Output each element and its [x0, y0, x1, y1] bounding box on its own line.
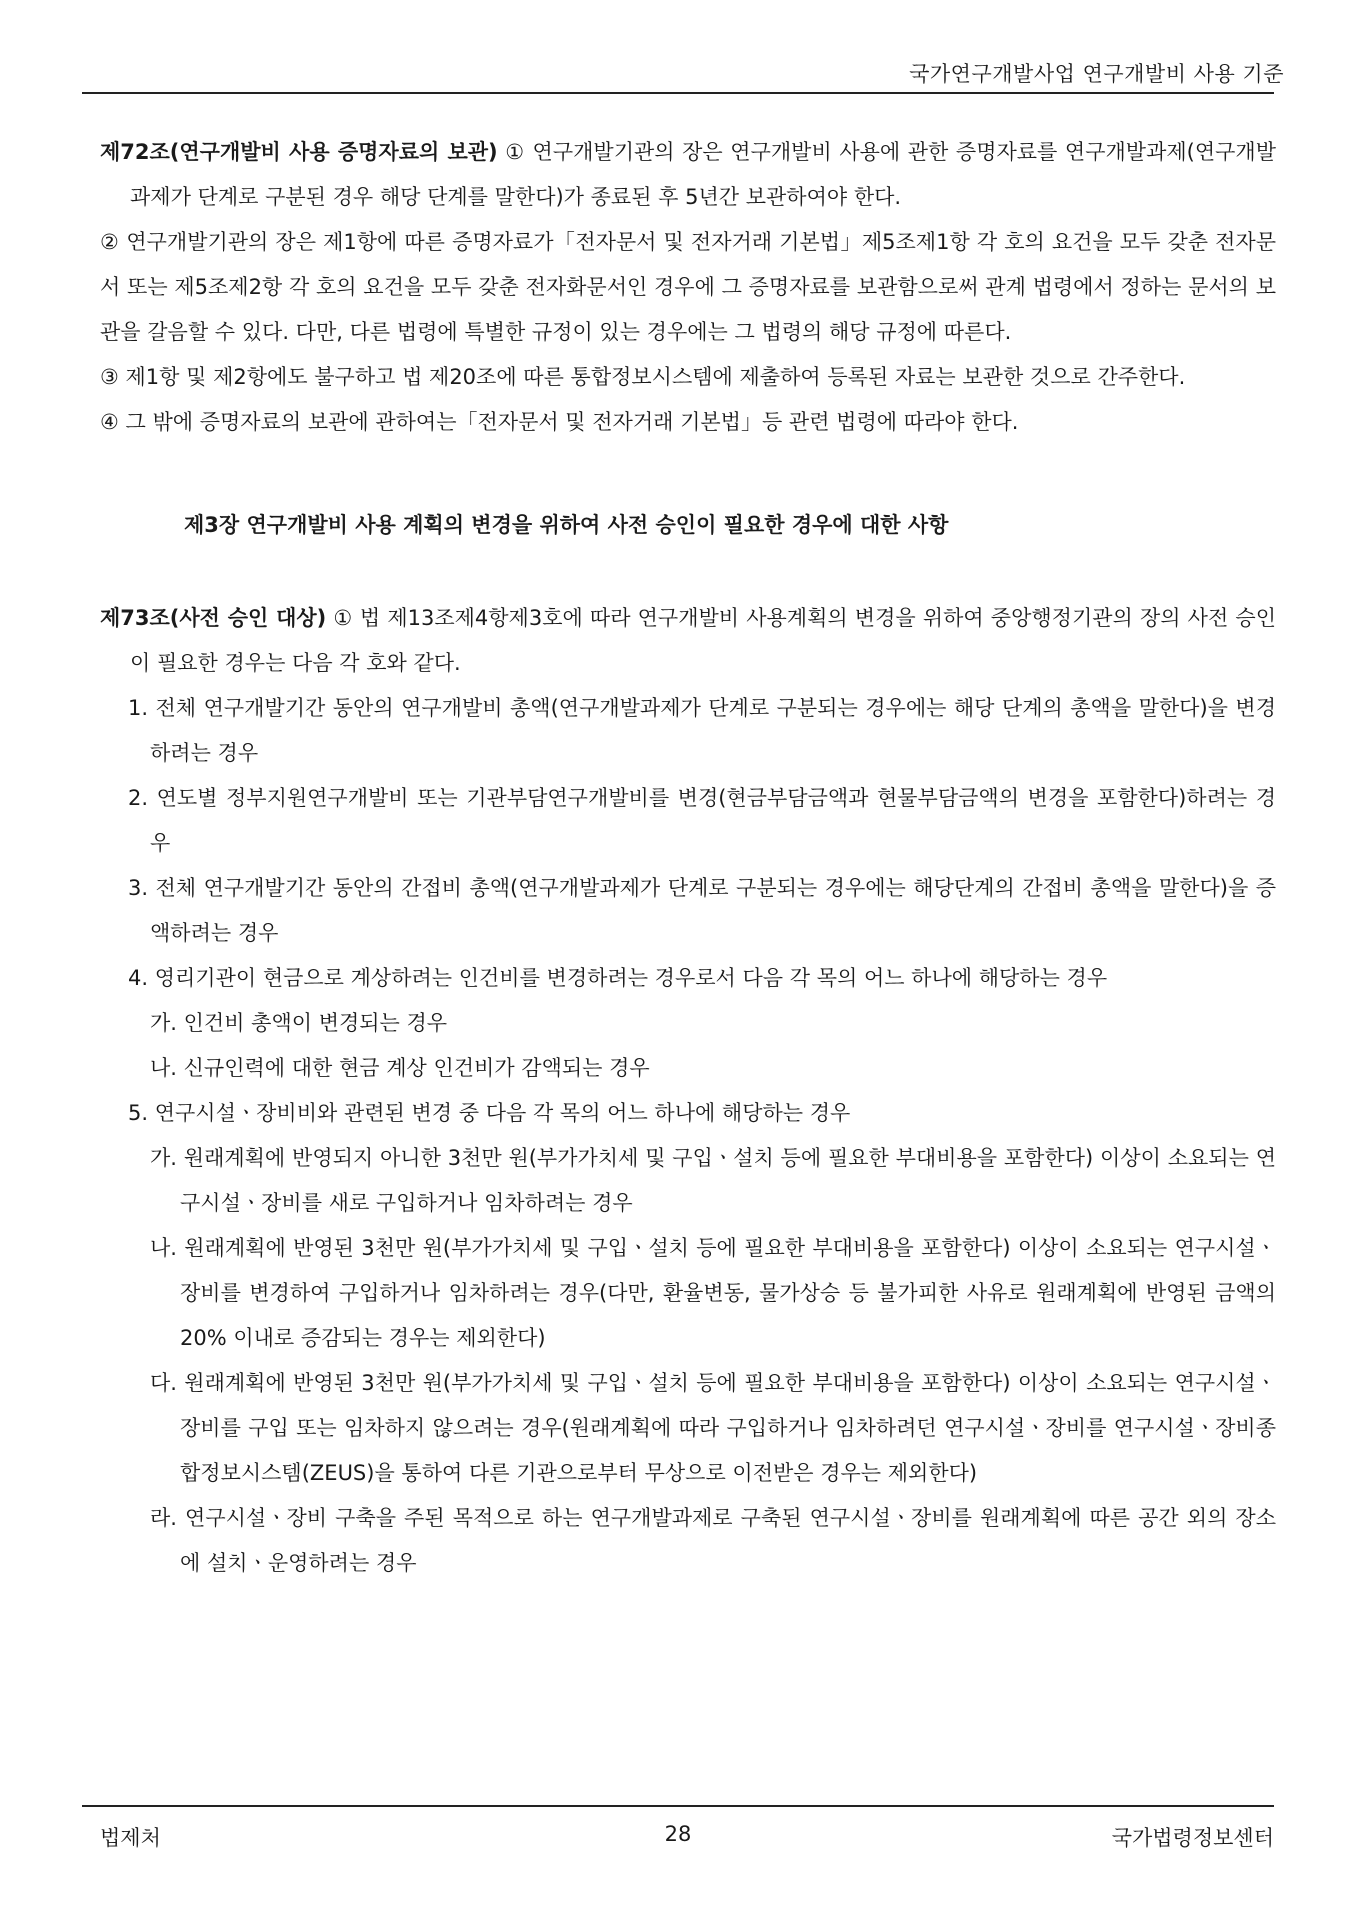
chapter-3-heading: 제3장 연구개발비 사용 계획의 변경을 위하여 사전 승인이 필요한 경우에 대한 사항: [184, 513, 949, 537]
list-item-4-ga: 가. 인건비 총액이 변경되는 경우: [150, 1011, 448, 1035]
page-number: 28: [664, 1822, 692, 1846]
list-item-5-ra: 라. 연구시설ㆍ장비 구축을 주된 목적으로 하는 연구개발과제로 구축된 연구시설ㆍ장비를 원래계획에 따른 공간 외의 장소에 설치ㆍ운영하려는 경우: [150, 1506, 1276, 1575]
list-item-5: 5. 연구시설ㆍ장비비와 관련된 변경 중 다음 각 목의 어느 하나에 해당하는 경우: [128, 1101, 851, 1125]
article-73-heading: 제73조(사전 승인 대상): [100, 606, 327, 630]
list-item-5-ga: 가. 원래계획에 반영되지 아니한 3천만 원(부가가치세 및 구입ㆍ설치 등에 필요한 부대비용을 포함한다) 이상이 소요되는 연구시설ㆍ장비를 새로 구입하거나 임차하려는 경우: [150, 1146, 1276, 1215]
list-item-4: 4. 영리기관이 현금으로 계상하려는 인건비를 변경하려는 경우로서 다음 각 목의 어느 하나에 해당하는 경우: [128, 966, 1108, 990]
article-72-paragraph-4: ④ 그 밖에 증명자료의 보관에 관하여는「전자문서 및 전자거래 기본법」등 관련 법령에 따라야 한다.: [100, 410, 1019, 434]
list-item-2: 2. 연도별 정부지원연구개발비 또는 기관부담연구개발비를 변경(현금부담금액과 현물부담금액의 변경을 포함한다)하려는 경우: [128, 786, 1276, 855]
article-72-heading: 제72조(연구개발비 사용 증명자료의 보관): [100, 140, 498, 164]
header-rule: [82, 92, 1274, 94]
list-item-4-na: 나. 신규인력에 대한 현금 계상 인건비가 감액되는 경우: [150, 1056, 650, 1080]
footer-rule: [82, 1805, 1274, 1807]
footer-source: 국가법령정보센터: [1111, 1826, 1274, 1850]
document-body: [100, 130, 1276, 1586]
list-item-5-da: 다. 원래계획에 반영된 3천만 원(부가가치세 및 구입ㆍ설치 등에 필요한 부대비용을 포함한다) 이상이 소요되는 연구시설ㆍ장비를 구입 또는 임차하지 않으려는 경우(원래계획에 따라 구입하거나 임차하려던 연구시설ㆍ장비를 연구시설ㆍ장비종합정보시스템(ZEUS)을 통하여 다른 기관으로부터 무상으로 이전받은 경우는 제외한다): [150, 1371, 1276, 1485]
list-item-3: 3. 전체 연구개발기간 동안의 간접비 총액(연구개발과제가 단계로 구분되는 경우에는 해당단계의 간접비 총액을 말한다)을 증액하려는 경우: [128, 876, 1276, 945]
footer-publisher: 법제처: [100, 1826, 161, 1850]
article-72-paragraph-2: ② 연구개발기관의 장은 제1항에 따른 증명자료가「전자문서 및 전자거래 기본법」제5조제1항 각 호의 요건을 모두 갖춘 전자문서 또는 제5조제2항 각 호의 요건을 모두 갖춘 전자화문서인 경우에 그 증명자료를 보관함으로써 관계 법령에서 정하는 문서의 보관을 갈음할 수 있다. 다만, 다른 법령에 특별한 규정이 있는 경우에는 그 법령의 해당 규정에 따른다.: [100, 230, 1276, 344]
article-73-intro: ① 법 제13조제4항제3호에 따라 연구개발비 사용계획의 변경을 위하여 중앙행정기관의 장의 사전 승인이 필요한 경우는 다음 각 호와 같다.: [130, 606, 1276, 675]
article-72-paragraph-3: ③ 제1항 및 제2항에도 불구하고 법 제20조에 따른 통합정보시스템에 제출하여 등록된 자료는 보관한 것으로 간주한다.: [100, 365, 1186, 389]
running-header: 국가연구개발사업 연구개발비 사용 기준: [909, 62, 1284, 86]
list-item-1: 1. 전체 연구개발기간 동안의 연구개발비 총액(연구개발과제가 단계로 구분되는 경우에는 해당 단계의 총액을 말한다)을 변경하려는 경우: [128, 696, 1276, 765]
article-72-text-1: ① 연구개발기관의 장은 연구개발비 사용에 관한 증명자료를 연구개발과제(연구개발과제가 단계로 구분된 경우 해당 단계를 말한다)가 종료된 후 5년간 보관하여야 한다.: [130, 140, 1276, 209]
article-73-paragraph-1: [100, 596, 1276, 686]
article-72-paragraph-1: [100, 130, 1276, 220]
list-item-5-na: 나. 원래계획에 반영된 3천만 원(부가가치세 및 구입ㆍ설치 등에 필요한 부대비용을 포함한다) 이상이 소요되는 연구시설ㆍ장비를 변경하여 구입하거나 임차하려는 경우(다만, 환율변동, 물가상승 등 불가피한 사유로 원래계획에 반영된 금액의 20% 이내로 증감되는 경우는 제외한다): [150, 1236, 1276, 1350]
